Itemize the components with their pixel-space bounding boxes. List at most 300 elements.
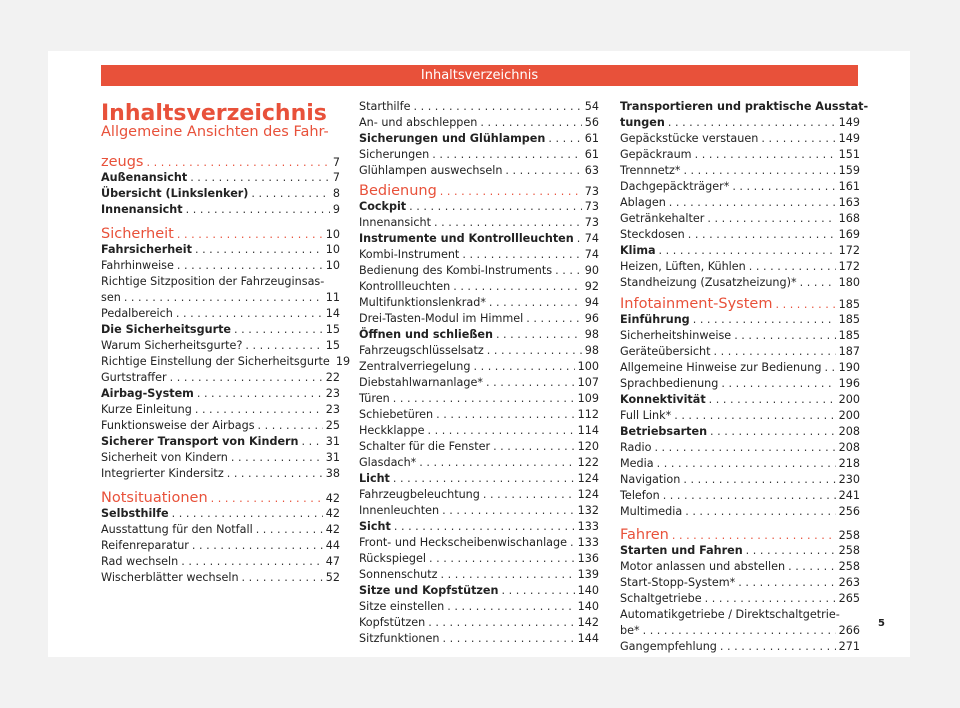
toc-dot-leader bbox=[659, 243, 836, 259]
toc-page-number: 140 bbox=[577, 600, 599, 613]
toc-dot-leader bbox=[570, 535, 575, 551]
toc-entry-title: Richtige Einstellung der Sicherheitsgurte bbox=[101, 355, 330, 368]
toc-dot-leader bbox=[688, 227, 836, 243]
toc-entry-title: Klima bbox=[620, 244, 656, 257]
toc-entry-title: Rückspiegel bbox=[359, 552, 427, 565]
toc-dot-leader bbox=[419, 455, 574, 471]
toc-page-number: 185 bbox=[838, 313, 860, 326]
toc-entry[interactable] bbox=[101, 386, 340, 402]
toc-page-number: 208 bbox=[838, 441, 860, 454]
toc-entry[interactable] bbox=[620, 147, 860, 163]
toc-section[interactable] bbox=[359, 181, 599, 201]
toc-dot-leader bbox=[177, 258, 323, 274]
toc-entry-title: Standheizung (Zusatzheizung)* bbox=[620, 276, 797, 289]
toc-page-number: 122 bbox=[577, 456, 599, 469]
toc-entry[interactable] bbox=[620, 392, 860, 408]
toc-entry[interactable] bbox=[359, 375, 599, 391]
toc-entry-title: Sicherungen und Glühlampen bbox=[359, 132, 546, 145]
toc-entry-title: Ablagen bbox=[620, 196, 666, 209]
toc-entry[interactable] bbox=[620, 211, 860, 227]
toc-entry-title: zeugs bbox=[101, 154, 144, 170]
toc-dot-leader bbox=[663, 488, 836, 504]
toc-entry[interactable] bbox=[359, 215, 599, 231]
toc-page-number: 19 bbox=[335, 355, 351, 368]
toc-entry-text: Transportieren und praktische Ausstat- bbox=[620, 100, 869, 113]
toc-page-number: 114 bbox=[577, 424, 599, 437]
toc-entry[interactable] bbox=[359, 407, 599, 423]
toc-entry[interactable] bbox=[620, 312, 860, 328]
toc-entry-title: Zentralverriegelung bbox=[359, 360, 471, 373]
toc-page-number: 218 bbox=[838, 457, 860, 470]
toc-page-number: 61 bbox=[584, 148, 599, 161]
toc-page-number: 98 bbox=[584, 344, 599, 357]
toc-section[interactable] bbox=[101, 152, 340, 172]
toc-dot-leader bbox=[441, 567, 575, 583]
toc-entry-title: Glasdach* bbox=[359, 456, 417, 469]
toc-page-number: 15 bbox=[325, 323, 340, 336]
toc-dot-leader bbox=[800, 275, 836, 291]
toc-dot-leader bbox=[657, 456, 836, 472]
toc-entry-title: Glühlampen auswechseln bbox=[359, 164, 503, 177]
toc-section[interactable] bbox=[101, 224, 340, 244]
toc-entry-title: Innenleuchten bbox=[359, 504, 440, 517]
toc-entry-title: Bedienung des Kombi-Instruments bbox=[359, 264, 553, 277]
toc-entry[interactable] bbox=[101, 322, 340, 338]
toc-entry-title: Gurtstraffer bbox=[101, 371, 167, 384]
toc-entry[interactable] bbox=[359, 359, 599, 375]
toc-page-number: 9 bbox=[332, 203, 340, 216]
toc-page-number: 61 bbox=[584, 132, 599, 145]
toc-section-heading: Allgemeine Ansichten des Fahr- bbox=[101, 124, 329, 140]
toc-entry[interactable] bbox=[101, 506, 340, 522]
toc-dot-leader bbox=[693, 312, 836, 328]
toc-page-number: 200 bbox=[838, 409, 860, 422]
toc-page-number: 74 bbox=[584, 232, 599, 245]
toc-page-number: 180 bbox=[838, 276, 860, 289]
toc-entry[interactable] bbox=[620, 504, 860, 520]
toc-page-number: 172 bbox=[838, 244, 860, 257]
toc-entry-title: Betriebsarten bbox=[620, 425, 708, 438]
toc-dot-leader bbox=[181, 554, 323, 570]
toc-page-number: 187 bbox=[838, 345, 860, 358]
toc-entry[interactable] bbox=[101, 370, 340, 386]
toc-dot-leader bbox=[413, 99, 581, 115]
toc-entry-title: Sicht bbox=[359, 520, 391, 533]
toc-dot-leader bbox=[721, 376, 835, 392]
toc-entry[interactable] bbox=[101, 418, 340, 434]
toc-dot-leader bbox=[251, 186, 329, 202]
toc-entry-title: Steckdosen bbox=[620, 228, 685, 241]
toc-entry-title: Airbag-System bbox=[101, 387, 194, 400]
toc-entry-title: Full Link* bbox=[620, 409, 672, 422]
toc-entry-title: Gepäckstücke verstauen bbox=[620, 132, 759, 145]
toc-entry-title: Übersicht (Linkslenker) bbox=[101, 187, 249, 200]
toc-section[interactable] bbox=[620, 525, 860, 545]
toc-entry[interactable] bbox=[359, 147, 599, 163]
toc-entry[interactable] bbox=[359, 99, 599, 115]
toc-page-number: 142 bbox=[577, 616, 599, 629]
toc-page-number: 54 bbox=[584, 100, 599, 113]
toc-dot-leader bbox=[486, 375, 575, 391]
toc-entry[interactable] bbox=[359, 455, 599, 471]
toc-dot-leader bbox=[186, 202, 330, 218]
toc-entry[interactable] bbox=[101, 450, 340, 466]
toc-entry[interactable] bbox=[359, 615, 599, 631]
toc-entry[interactable] bbox=[620, 559, 860, 575]
toc-dot-leader bbox=[548, 131, 581, 147]
toc-page-number: 7 bbox=[332, 156, 340, 169]
toc-dot-leader bbox=[227, 466, 323, 482]
toc-entry[interactable] bbox=[101, 434, 340, 450]
toc-entry[interactable] bbox=[620, 360, 860, 376]
toc-entry-title: Innenansicht bbox=[101, 203, 183, 216]
toc-page-number: 132 bbox=[577, 504, 599, 517]
toc-entry[interactable] bbox=[359, 163, 599, 179]
toc-page-number: 15 bbox=[325, 339, 340, 352]
toc-entry[interactable] bbox=[101, 570, 340, 586]
toc-entry-title: Fahrzeugbeleuchtung bbox=[359, 488, 480, 501]
toc-page-number: 11 bbox=[325, 291, 340, 304]
toc-entry[interactable] bbox=[620, 424, 860, 440]
toc-entry[interactable] bbox=[620, 440, 860, 456]
toc-entry-title: An- und abschleppen bbox=[359, 116, 478, 129]
toc-entry[interactable] bbox=[620, 376, 860, 392]
toc-section[interactable] bbox=[620, 294, 860, 314]
toc-page-number: 172 bbox=[838, 260, 860, 273]
toc-dot-leader bbox=[788, 559, 836, 575]
toc-entry-title: Telefon bbox=[620, 489, 660, 502]
toc-entry-title: Schiebetüren bbox=[359, 408, 434, 421]
toc-entry[interactable] bbox=[620, 623, 860, 639]
toc-entry[interactable] bbox=[620, 259, 860, 275]
toc-dot-leader bbox=[427, 423, 574, 439]
toc-dot-leader bbox=[473, 359, 574, 375]
toc-page-number: 144 bbox=[577, 632, 599, 645]
toc-page-number: 23 bbox=[325, 387, 340, 400]
toc-dot-leader bbox=[234, 322, 323, 338]
toc-entry[interactable] bbox=[620, 639, 860, 655]
toc-entry[interactable] bbox=[359, 503, 599, 519]
toc-page-number: 208 bbox=[838, 425, 860, 438]
toc-entry[interactable] bbox=[101, 354, 351, 370]
toc-entry[interactable] bbox=[620, 275, 860, 291]
toc-page-number: 42 bbox=[325, 523, 340, 536]
toc-page-number: 263 bbox=[838, 576, 860, 589]
toc-entry[interactable] bbox=[620, 543, 860, 559]
toc-entry[interactable] bbox=[359, 439, 599, 455]
toc-dot-leader bbox=[501, 583, 574, 599]
toc-entry[interactable] bbox=[620, 575, 860, 591]
toc-entry-title: Radio bbox=[620, 441, 652, 454]
toc-page-number: 200 bbox=[838, 393, 860, 406]
toc-entry[interactable] bbox=[359, 343, 599, 359]
toc-entry-title: Front- und Heckscheibenwischanlage bbox=[359, 536, 568, 549]
toc-section[interactable] bbox=[101, 488, 340, 508]
toc-entry-title: Rad wechseln bbox=[101, 555, 179, 568]
toc-page-number: 96 bbox=[584, 312, 599, 325]
toc-dot-leader bbox=[429, 551, 575, 567]
toc-entry[interactable] bbox=[620, 195, 860, 211]
toc-entry[interactable] bbox=[101, 522, 340, 538]
toc-entry[interactable] bbox=[101, 258, 340, 274]
toc-entry[interactable] bbox=[359, 247, 599, 263]
toc-page-number: 151 bbox=[838, 148, 860, 161]
toc-page-number: 98 bbox=[584, 328, 599, 341]
toc-dot-leader bbox=[172, 506, 323, 522]
toc-dot-leader bbox=[256, 522, 323, 538]
toc-entry[interactable] bbox=[359, 631, 599, 647]
toc-dot-leader bbox=[738, 575, 835, 591]
toc-dot-leader bbox=[695, 147, 836, 163]
toc-page-number: 38 bbox=[325, 467, 340, 480]
toc-dot-leader bbox=[394, 519, 575, 535]
toc-page-number: 266 bbox=[838, 624, 860, 637]
toc-entry-title: Geräteübersicht bbox=[620, 345, 711, 358]
toc-entry-title: Drei-Tasten-Modul im Himmel bbox=[359, 312, 524, 325]
toc-dot-leader bbox=[124, 290, 323, 306]
toc-dot-leader bbox=[685, 504, 835, 520]
toc-entry[interactable] bbox=[359, 599, 599, 615]
toc-entry-title: tungen bbox=[620, 116, 665, 129]
toc-page-number: 63 bbox=[584, 164, 599, 177]
toc-entry-title: Sitze und Kopfstützen bbox=[359, 584, 499, 597]
toc-entry[interactable] bbox=[620, 115, 860, 131]
toc-dot-leader bbox=[746, 543, 836, 559]
toc-dot-leader bbox=[432, 147, 582, 163]
toc-entry[interactable] bbox=[620, 408, 860, 424]
toc-entry[interactable] bbox=[620, 179, 860, 195]
toc-dot-leader bbox=[192, 538, 323, 554]
toc-entry[interactable] bbox=[620, 344, 860, 360]
toc-entry[interactable] bbox=[620, 328, 860, 344]
toc-dot-leader bbox=[489, 295, 582, 311]
toc-entry-title: Selbsthilfe bbox=[101, 507, 169, 520]
toc-page-number: 31 bbox=[325, 451, 340, 464]
toc-entry-title: Trennnetz* bbox=[620, 164, 681, 177]
toc-entry-title: Dachgepäckträger* bbox=[620, 180, 730, 193]
toc-entry[interactable] bbox=[359, 471, 599, 487]
toc-page-number: 271 bbox=[838, 640, 860, 653]
toc-entry-title: Licht bbox=[359, 472, 390, 485]
toc-entry-title: Schalter für die Fenster bbox=[359, 440, 491, 453]
toc-dot-leader bbox=[258, 418, 323, 434]
toc-page-number: 139 bbox=[577, 568, 599, 581]
toc-entry-title: Fahrzeugschlüsselsatz bbox=[359, 344, 484, 357]
toc-entry[interactable] bbox=[620, 227, 860, 243]
toc-entry-title: Sicherheit von Kindern bbox=[101, 451, 228, 464]
toc-dot-leader bbox=[577, 231, 582, 247]
toc-dot-leader bbox=[442, 631, 574, 647]
toc-entry-title: Heizen, Lüften, Kühlen bbox=[620, 260, 746, 273]
toc-page-number: 10 bbox=[325, 259, 340, 272]
toc-entry-text: Richtige Sitzposition der Fahrzeuginsas- bbox=[101, 275, 325, 288]
toc-entry[interactable] bbox=[359, 263, 599, 279]
toc-entry[interactable] bbox=[359, 311, 599, 327]
toc-entry[interactable] bbox=[359, 115, 599, 131]
toc-dot-leader bbox=[674, 408, 835, 424]
toc-dot-leader bbox=[197, 386, 323, 402]
toc-entry-title: Motor anlassen und abstellen bbox=[620, 560, 786, 573]
toc-entry-title: Kombi-Instrument bbox=[359, 248, 460, 261]
toc-page-number: 149 bbox=[838, 132, 860, 145]
toc-entry[interactable] bbox=[620, 163, 860, 179]
toc-entry[interactable] bbox=[101, 202, 340, 218]
toc-page-number: 124 bbox=[577, 472, 599, 485]
toc-entry[interactable] bbox=[620, 131, 860, 147]
toc-page-number: 42 bbox=[325, 492, 340, 505]
toc-dot-leader bbox=[393, 471, 575, 487]
toc-entry[interactable] bbox=[359, 583, 599, 599]
toc-page-number: 107 bbox=[577, 376, 599, 389]
toc-dot-leader bbox=[487, 343, 582, 359]
toc-entry-title: Navigation bbox=[620, 473, 681, 486]
toc-entry-title: be* bbox=[620, 624, 640, 637]
toc-entry-title: Reifenreparatur bbox=[101, 539, 189, 552]
toc-page-number: 73 bbox=[584, 185, 599, 198]
toc-entry-title: Öffnen und schließen bbox=[359, 328, 493, 341]
toc-page-number: 265 bbox=[838, 592, 860, 605]
toc-page-number: 258 bbox=[838, 560, 860, 573]
toc-entry[interactable] bbox=[620, 456, 860, 472]
toc-entry[interactable] bbox=[101, 242, 340, 258]
toc-page-number: 92 bbox=[584, 280, 599, 293]
toc-dot-leader bbox=[480, 115, 581, 131]
toc-entry-title: Kontrollleuchten bbox=[359, 280, 451, 293]
toc-entry-title: Multimedia bbox=[620, 505, 683, 518]
toc-page-number: 109 bbox=[577, 392, 599, 405]
toc-entry[interactable] bbox=[359, 391, 599, 407]
toc-entry-title: Fahrsicherheit bbox=[101, 243, 192, 256]
toc-entry[interactable] bbox=[101, 306, 340, 322]
toc-entry[interactable] bbox=[620, 472, 860, 488]
toc-page-number: 133 bbox=[577, 520, 599, 533]
toc-entry[interactable] bbox=[359, 423, 599, 439]
toc-page-number: 133 bbox=[577, 536, 599, 549]
toc-page-number: 74 bbox=[584, 248, 599, 261]
toc-dot-leader bbox=[436, 407, 575, 423]
toc-entry[interactable] bbox=[101, 170, 340, 186]
toc-entry[interactable] bbox=[101, 402, 340, 418]
toc-dot-leader bbox=[720, 639, 836, 655]
toc-entry[interactable] bbox=[359, 199, 599, 215]
toc-dot-leader bbox=[654, 440, 835, 456]
toc-dot-leader bbox=[705, 591, 836, 607]
toc-entry[interactable] bbox=[359, 567, 599, 583]
toc-dot-leader bbox=[683, 472, 835, 488]
toc-dot-leader bbox=[493, 439, 575, 455]
toc-page-number: 10 bbox=[325, 243, 340, 256]
toc-entry[interactable] bbox=[359, 131, 599, 147]
toc-entry-title: Notsituationen bbox=[101, 490, 208, 506]
toc-entry-title: Integrierter Kindersitz bbox=[101, 467, 224, 480]
toc-entry-title: Die Sicherheitsgurte bbox=[101, 323, 232, 336]
toc-entry-title: Pedalbereich bbox=[101, 307, 173, 320]
toc-entry-title: Diebstahlwarnanlage* bbox=[359, 376, 483, 389]
toc-page-number: 159 bbox=[838, 164, 860, 177]
toc-page-number: 169 bbox=[838, 228, 860, 241]
toc-page-number: 258 bbox=[838, 529, 860, 542]
toc-page-number: 256 bbox=[838, 505, 860, 518]
toc-dot-leader bbox=[231, 450, 323, 466]
toc-entry[interactable] bbox=[359, 487, 599, 503]
toc-dot-leader bbox=[442, 503, 575, 519]
toc-entry[interactable] bbox=[359, 295, 599, 311]
toc-entry-title: Heckklappe bbox=[359, 424, 425, 437]
toc-dot-leader bbox=[428, 615, 574, 631]
toc-entry-text: Automatikgetriebe / Direktschaltgetrie- bbox=[620, 608, 840, 621]
toc-entry[interactable] bbox=[359, 279, 599, 295]
toc-entry[interactable] bbox=[620, 243, 860, 259]
toc-dot-leader bbox=[505, 163, 581, 179]
toc-entry[interactable] bbox=[101, 554, 340, 570]
toc-dot-leader bbox=[709, 392, 836, 408]
toc-page-number: 73 bbox=[584, 200, 599, 213]
toc-entry[interactable] bbox=[101, 466, 340, 482]
toc-entry[interactable] bbox=[359, 551, 599, 567]
toc-page-number: 230 bbox=[838, 473, 860, 486]
toc-page-number: 168 bbox=[838, 212, 860, 225]
toc-dot-leader bbox=[409, 199, 582, 215]
toc-entry[interactable] bbox=[359, 535, 599, 551]
toc-entry-title: Sicherheitshinweise bbox=[620, 329, 732, 342]
toc-page-number: 56 bbox=[584, 116, 599, 129]
toc-page-number: 73 bbox=[584, 216, 599, 229]
toc-dot-leader bbox=[732, 179, 835, 195]
toc-entry[interactable] bbox=[620, 591, 860, 607]
toc-page-number: 185 bbox=[838, 329, 860, 342]
toc-dot-leader bbox=[483, 487, 575, 503]
toc-entry[interactable] bbox=[101, 290, 340, 306]
toc-entry[interactable] bbox=[101, 538, 340, 554]
toc-page-number: 7 bbox=[332, 171, 340, 184]
toc-dot-leader bbox=[453, 279, 582, 295]
toc-entry-title: Allgemeine Hinweise zur Bedienung bbox=[620, 361, 822, 374]
toc-entry-title: Fahren bbox=[620, 527, 669, 543]
toc-entry-title: Infotainment-System bbox=[620, 296, 773, 312]
toc-dot-leader bbox=[707, 211, 835, 227]
toc-entry-title: Kurze Einleitung bbox=[101, 403, 192, 416]
toc-page-number: 140 bbox=[577, 584, 599, 597]
toc-entry[interactable] bbox=[101, 186, 340, 202]
toc-entry-title: Sitze einstellen bbox=[359, 600, 445, 613]
toc-entry-title: Funktionsweise der Airbags bbox=[101, 419, 255, 432]
toc-entry[interactable] bbox=[359, 519, 599, 535]
toc-page-number: 241 bbox=[838, 489, 860, 502]
toc-entry[interactable] bbox=[359, 327, 599, 343]
toc-page-number: 190 bbox=[838, 361, 860, 374]
toc-entry-title: Cockpit bbox=[359, 200, 407, 213]
toc-dot-leader bbox=[302, 434, 323, 450]
toc-dot-leader bbox=[734, 328, 835, 344]
toc-page-number: 10 bbox=[325, 228, 340, 241]
toc-page-number: 42 bbox=[325, 507, 340, 520]
toc-entry-title: Außenansicht bbox=[101, 171, 188, 184]
toc-entry[interactable] bbox=[359, 231, 599, 247]
toc-dot-leader bbox=[462, 247, 581, 263]
toc-page-number: 163 bbox=[838, 196, 860, 209]
toc-entry-title: Instrumente und Kontrollleuchten bbox=[359, 232, 574, 245]
toc-entry[interactable] bbox=[620, 488, 860, 504]
toc-dot-leader bbox=[669, 195, 836, 211]
toc-dot-leader bbox=[761, 131, 835, 147]
toc-entry-title: Bedienung bbox=[359, 183, 437, 199]
toc-page-number: 149 bbox=[838, 116, 860, 129]
toc-dot-leader bbox=[447, 599, 574, 615]
toc-entry[interactable] bbox=[101, 338, 340, 354]
toc-entry-title: Start-Stopp-System* bbox=[620, 576, 736, 589]
toc-dot-leader bbox=[195, 242, 323, 258]
toc-page-number: 185 bbox=[838, 298, 860, 311]
